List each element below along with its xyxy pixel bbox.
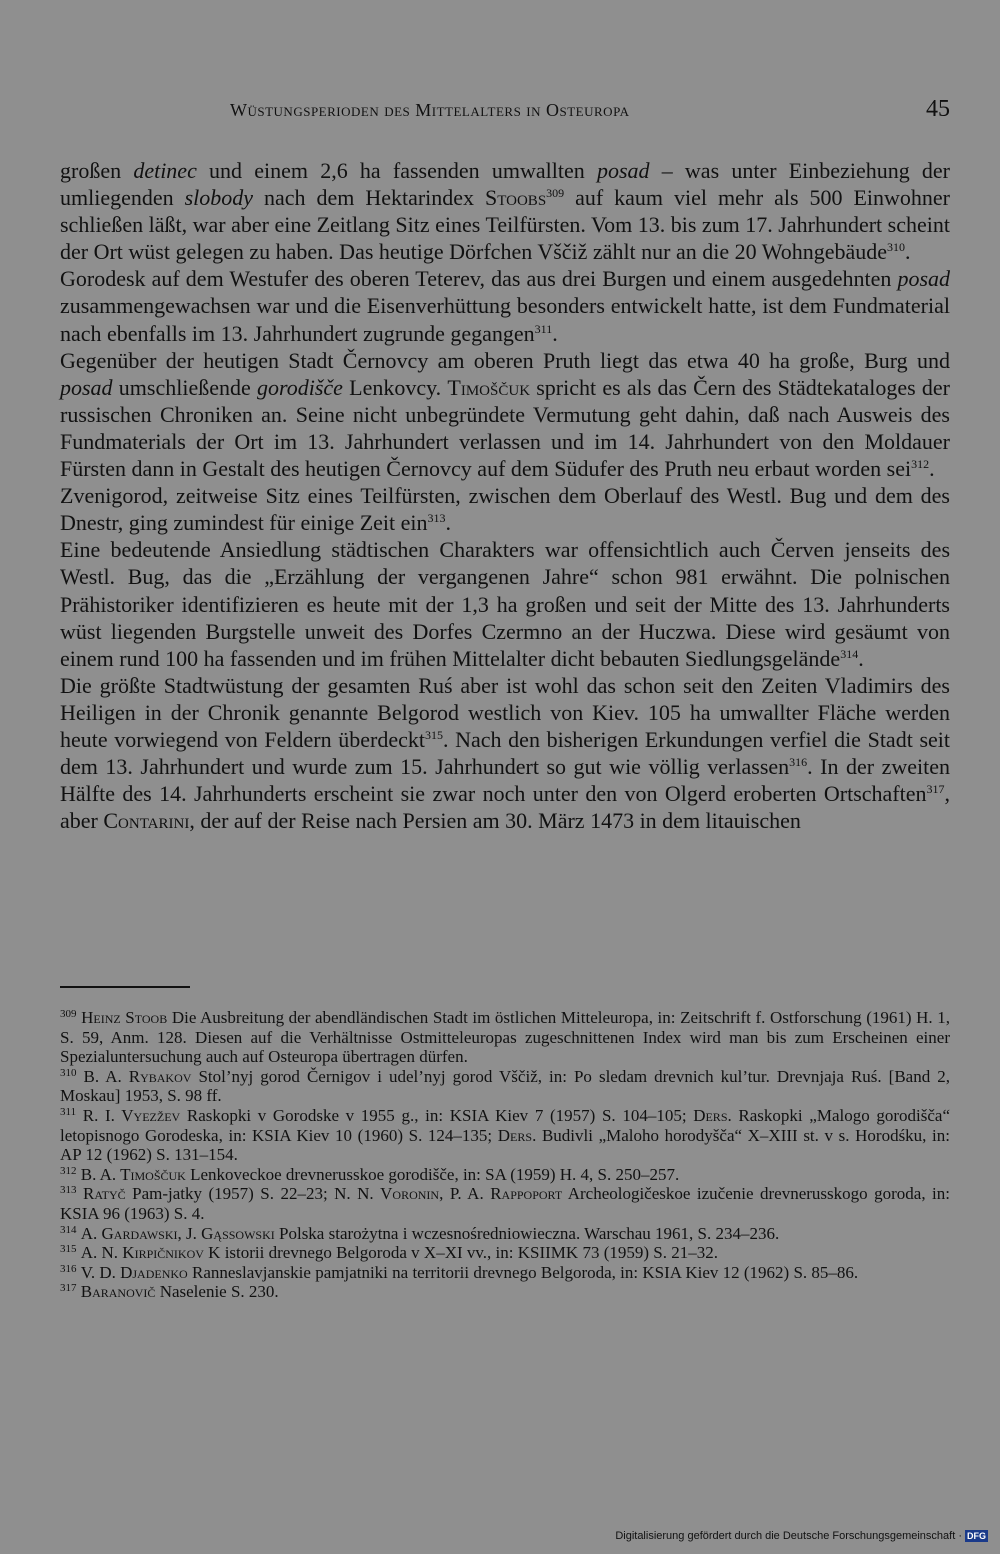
- footnote-text: Archeologičeskoe izučenie drevnerusskogo goroda, in: KSIA 96 (1963) S. 4.: [60, 1184, 950, 1223]
- running-head: Wüstungsperioden des Mittelalters in Osteuropa: [230, 100, 630, 120]
- footnote-text: Ranneslavjanskie pamjatniki na territorii drevnego Belgoroda, in: KSIA Kiev 12 (1962) S. 85–86.: [187, 1262, 859, 1282]
- footnote-ref: 312: [911, 457, 930, 472]
- footnotes: [60, 1008, 950, 1302]
- text-run: .: [552, 320, 558, 346]
- text-run: Zvenigorod, zeitweise Sitz eines Teilfürsten, zwischen dem Oberlauf des Westl. Bug und dem des Dnestr, ging zumindest für einige Zeit ein: [60, 483, 950, 536]
- footnote-number: 312: [60, 1164, 77, 1177]
- text-run: . Nach den bisherigen Erkundungen verfiel die Stadt seit dem 13. Jahrhundert und wurde zum 15. Jahrhundert so gut wie völlig verlassen: [60, 726, 950, 780]
- paragraph-2: [60, 265, 950, 346]
- footnote-ref: 317: [926, 782, 945, 797]
- text-run: .: [929, 456, 935, 482]
- italic-term: posad: [897, 266, 950, 292]
- footnote-number: 310: [60, 1066, 77, 1079]
- author-name: V. D. Djadenko: [80, 1262, 188, 1282]
- text-run: nach dem Hektarindex: [253, 185, 486, 211]
- author-name: A. N. Kirpičnikov: [80, 1243, 204, 1263]
- text-run: Gorodesk auf dem Westufer des oberen Teterev, das aus drei Burgen und einem ausgedehnten: [60, 266, 898, 292]
- footnote-divider: [60, 986, 190, 988]
- footnote-text: K istorii drevnego Belgoroda v X–XI vv., in: KSIIMK 73 (1959) S. 21–32.: [203, 1243, 718, 1263]
- author-name: R. I. Vyezžev: [82, 1105, 181, 1125]
- footnote-ref: 309: [546, 186, 565, 201]
- text-run: großen: [60, 158, 134, 183]
- footnote-text: Lenkoveckoe drevnerusskoe gorodišče, in: SA (1959) H. 4, S. 250–257.: [185, 1164, 680, 1184]
- italic-term: gorodišče: [256, 374, 343, 400]
- footnote-ref: 310: [887, 240, 906, 255]
- text-run: . In der zweiten Hälfte des 14. Jahrhunderts erscheint sie zwar noch unter den von Olgerd eroberten Ortschaften: [60, 754, 950, 807]
- footnote-ref: 314: [840, 646, 859, 661]
- paragraph-4: [60, 482, 950, 536]
- text-run: umschließende: [112, 374, 257, 400]
- footnote-number: 309: [60, 1008, 77, 1020]
- footnote: [60, 1008, 950, 1067]
- footnote-text: Die Ausbreitung der abendländischen Stadt im östlichen Mitteleuropa, in: Zeitschrift f. Ostforschung (1961) H. 1, S. 59, Anm. 128. Diesen auf die Verhältnisse Ostmitteleuropas zugeschnittenen Index wird man bis zum Erscheinen einer Spezialuntersuchung auch auf Osteuropa übertragen dürfen.: [60, 1008, 951, 1067]
- footnote-text: , P. A.: [439, 1184, 491, 1204]
- text-run: spricht es als das Čern des Städtekataloges der russischen Chroniken an. Seine nicht unbegründete Vermutung geht dahin, daß nach Ausweis des Fundmaterials der Ort im 13. Jahrhundert verlassen und im 14. Jahrhundert von den Moldauer Fürsten dann in Gestalt des heutigen Černovcy auf dem Südufer des Pruth neu erbaut worden sei: [60, 374, 950, 482]
- footnote: [60, 1243, 950, 1263]
- footnote: [60, 1282, 950, 1302]
- author-name: Gąssowski: [201, 1223, 275, 1243]
- author-name: Contarini: [103, 808, 190, 834]
- italic-term: detinec: [133, 158, 197, 183]
- author-name: Voronin: [380, 1184, 440, 1204]
- text-run: Die größte Stadtwüstung der gesamten Ruś aber ist wohl das schon seit den Zeiten Vladimirs des Heiligen in der Chronik genannte Belgorod westlich von Kiev. 105 ha umwallter Fläche werden heute vorwiegend von Feldern überdeckt: [60, 672, 950, 752]
- footnote-text: Raskopki „Malogo gorodišča“ letopisnogo Gorodeska, in: KSIA Kiev 10 (1960) S. 124–135;: [60, 1105, 951, 1145]
- author-name: Heinz Stoob: [81, 1008, 168, 1027]
- paragraph-1: [60, 157, 950, 265]
- author-name: Timoščuk: [447, 374, 531, 400]
- credit-text: Digitalisierung gefördert durch die Deutsche Forschungsgemeinschaft ·: [615, 1530, 962, 1542]
- footnote: [60, 1165, 950, 1185]
- text-run: – was unter Einbeziehung der umliegenden: [60, 158, 951, 211]
- footnote-number: 313: [60, 1184, 77, 1197]
- footnote-number: 316: [60, 1262, 77, 1275]
- text-run: und einem 2,6 ha fassenden umwallten: [196, 158, 597, 183]
- footnote: [60, 1224, 950, 1244]
- author-name: Ders.: [693, 1105, 732, 1125]
- italic-term: posad: [596, 158, 650, 183]
- italic-term: posad: [60, 374, 113, 400]
- footnote-text: , J.: [177, 1223, 202, 1243]
- footnote-text: Pam-jatky (1957) S. 22–23; N. N.: [125, 1184, 381, 1204]
- text-run: Eine bedeutende Ansiedlung städtischen Charakters war offensichtlich auch Červen jenseits des Westl. Bug, das die „Erzählung der vergangenen Jahre“ schon 981 erwähnt. Die polnischen Prähistoriker identifizieren es heute mit der 1,3 ha großen und seit der Mitte des 13. Jahrhunderts wüst liegenden Burgstelle unweit des Dorfes Czermno an der Huczwa. Diese wird gesäumt von einem rund 100 ha fassenden und im frühen Mittelalter dicht bebauten Siedlungsgelände: [60, 537, 950, 671]
- footnote-number: 311: [60, 1105, 77, 1118]
- body-text: [60, 157, 950, 834]
- footnote-number: 315: [60, 1243, 77, 1256]
- footnote-text: Polska starożytna i wczesnośredniowieczna. Warschau 1961, S. 234–236.: [274, 1223, 780, 1243]
- paragraph-6: [60, 672, 950, 835]
- text-run: , aber: [60, 781, 950, 834]
- author-name: Stoobs: [485, 185, 547, 211]
- footnote-ref: 313: [427, 511, 446, 526]
- footnote: [60, 1184, 950, 1223]
- text-run: Lenkovcy.: [342, 374, 448, 400]
- author-name: B. A. Rybakov: [83, 1066, 192, 1086]
- italic-term: slobody: [184, 185, 254, 211]
- footnote-text: Naselenie S. 230.: [155, 1282, 279, 1302]
- author-name: Ratyč: [82, 1184, 126, 1204]
- author-name: B. A. Timoščuk: [80, 1164, 186, 1184]
- funding-credit: [615, 1530, 988, 1542]
- text-run: , der auf der Reise nach Persien am 30. März 1473 in dem litauischen: [189, 808, 801, 834]
- footnote-number: 314: [60, 1223, 77, 1236]
- text-run: Gegenüber der heutigen Stadt Černovcy am oberen Pruth liegt das etwa 40 ha große, Burg und: [60, 347, 950, 373]
- author-name: Baranovič: [80, 1282, 156, 1302]
- author-name: Ders.: [497, 1125, 537, 1145]
- footnote-ref: 316: [789, 755, 808, 770]
- paragraph-3: [60, 347, 950, 482]
- text-run: zusammengewachsen war und die Eisenverhüttung besonders entwickelt hatte, ist dem Fundmaterial nach ebenfalls im 13. Jahrhundert zugrunde gegangen: [60, 293, 950, 346]
- dfg-logo-icon: DFG: [967, 1531, 986, 1541]
- author-name: A. Gardawski: [80, 1223, 178, 1243]
- footnote-ref: 311: [534, 321, 553, 336]
- footnote-text: Raskopki v Gorodske v 1955 g., in: KSIA Kiev 7 (1957) S. 104–105;: [180, 1105, 694, 1125]
- footnote-number: 317: [60, 1282, 77, 1295]
- footnote: [60, 1067, 950, 1106]
- footnote-text: Stol’nyj gorod Černigov i udel’nyj gorod Vščiž, in: Po sledam drevnich kul’tur. Drevnjaja Ruś. [Band 2, Moskau] 1953, S. 98 ff.: [60, 1066, 951, 1106]
- author-name: Rappoport: [490, 1184, 563, 1204]
- page-number: 45: [926, 96, 950, 122]
- page-header: [60, 96, 950, 132]
- paragraph-5: [60, 536, 950, 671]
- text-run: .: [445, 510, 452, 536]
- text-run: .: [858, 645, 864, 671]
- footnote-ref: 315: [424, 727, 443, 742]
- text-run: .: [905, 239, 911, 265]
- footnote: [60, 1106, 950, 1165]
- text-run: auf kaum viel mehr als 500 Einwohner schließen läßt, war aber eine Zeitlang Sitz eines Teilfürsten. Vom 13. bis zum 17. Jahrhundert scheint der Ort wüst gelegen zu haben. Das heutige Dörfchen Vščiž zählt nur an die 20 Wohngebäude: [60, 185, 950, 265]
- footnote-text: Budivli „Maloho horodyšča“ X–XIII st. v s. Horodśku, in: AP 12 (1962) S. 131–154.: [60, 1125, 950, 1165]
- footnote: [60, 1263, 950, 1283]
